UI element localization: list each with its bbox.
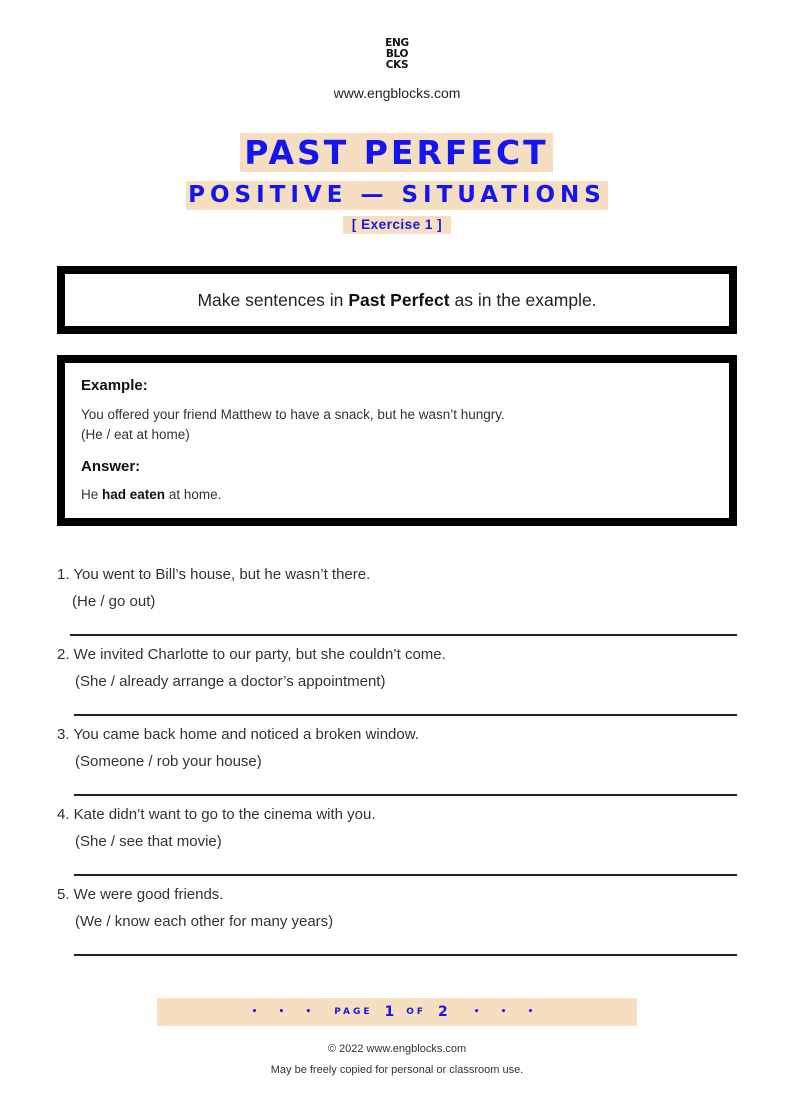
question-1-prompt: (He / go out)	[72, 593, 156, 610]
page-word: PAGE	[334, 1007, 373, 1017]
question-3-prompt: (Someone / rob your house)	[75, 753, 262, 770]
question-2-text: 2. We invited Charlotte to our party, but she couldn’t come.	[57, 646, 446, 663]
total-pages: 2	[438, 1004, 448, 1020]
question-4-prompt: (She / see that movie)	[75, 833, 222, 850]
page-number: 1	[384, 1004, 395, 1020]
instruction-emphasis: Past Perfect	[348, 289, 450, 310]
answer-start: He	[81, 487, 99, 502]
answer-end: at home.	[168, 487, 222, 502]
question-2-prompt: (She / already arrange a doctor’s appointment)	[75, 673, 386, 690]
answer-verb: had eaten	[102, 487, 166, 502]
website-url[interactable]: www.engblocks.com	[333, 85, 461, 101]
dots-right: • • •	[473, 1007, 543, 1017]
instruction-text-end: as in the example.	[454, 289, 597, 310]
question-5-prompt: (We / know each other for many years)	[75, 913, 334, 930]
page-title: PAST PERFECT	[240, 133, 553, 172]
page-indicator	[157, 998, 637, 1026]
example-heading: Example:	[81, 377, 148, 394]
answer-heading: Answer:	[81, 458, 141, 475]
instruction-box	[57, 266, 737, 334]
question-5-answer-line[interactable]	[74, 954, 737, 956]
page-subtitle: POSITIVE — SITUATIONS	[186, 181, 608, 210]
logo-line: CKS	[385, 59, 409, 71]
license-note: May be freely copied for personal or classroom use.	[270, 1064, 524, 1076]
question-4-text: 4. Kate didn’t want to go to the cinema with you.	[57, 806, 376, 823]
question-1-text: 1. You went to Bill’s house, but he wasn’t there.	[57, 566, 371, 583]
question-3-answer-line[interactable]	[74, 794, 737, 796]
copyright: © 2022 www.engblocks.com	[327, 1043, 467, 1055]
question-2-answer-line[interactable]	[74, 714, 737, 716]
question-4-answer-line[interactable]	[74, 874, 737, 876]
question-3-text: 3. You came back home and noticed a broken window.	[57, 726, 419, 743]
instruction-text: Make sentences in	[197, 289, 344, 310]
exercise-label: [ Exercise 1 ]	[343, 216, 451, 234]
question-1-answer-line[interactable]	[70, 634, 737, 636]
engblocks-logo	[381, 38, 413, 71]
logo-line: BLO	[385, 48, 409, 60]
example-box	[57, 355, 737, 526]
dots-left: • • •	[251, 1007, 321, 1017]
of-word: OF	[406, 1007, 427, 1017]
example-sentence: You offered your friend Matthew to have a snack, but he wasn’t hungry.	[81, 407, 505, 422]
example-prompt: (He / eat at home)	[81, 427, 190, 442]
question-5-text: 5. We were good friends.	[57, 886, 224, 903]
example-answer	[81, 487, 221, 502]
logo-line: ENG	[385, 37, 409, 49]
